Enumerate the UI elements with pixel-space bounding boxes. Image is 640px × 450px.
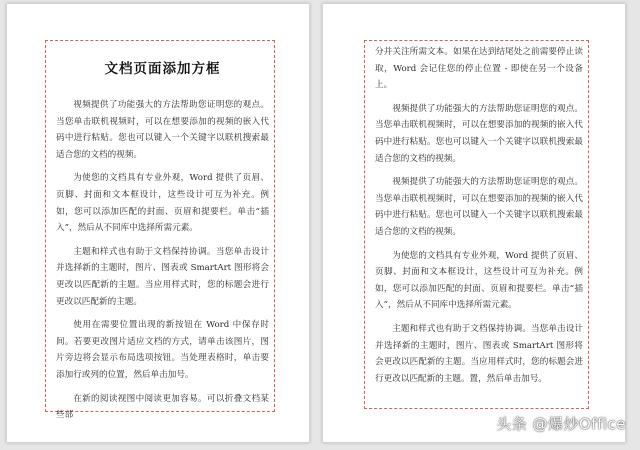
document-page-2 (322, 3, 626, 443)
page-content (365, 41, 588, 387)
document-page-1 (6, 3, 310, 443)
paragraph: 在新的阅读视图中阅读更加容易。可以折叠文档某些部 (56, 393, 269, 421)
paragraph: 使用在需要位置出现的新按钮在 Word 中保存时间。若要更改图片适应文档的方式，请单击该图片，图片旁边将会显示布局选项按钮。当处理表格时，单击要添加行或列的位置，然后单击加号。 (56, 320, 269, 380)
paragraph-continuation: 分并关注所需文本。如果在达到结尾处之前需要停止读取，Word 会记住您的停止位置 - 即使在另一个设备上。 (375, 47, 583, 91)
paragraph: 为使您的文档具有专业外观，Word 提供了页眉、页脚、封面和文本框设计，这些设计可互为补充。例如，您可以添加匹配的封面、页眉和提要栏。单击“插入”，然后从不同库中选择所需元素。 (375, 250, 583, 311)
paragraph: 视频提供了功能强大的方法帮助您证明您的观点。当您单击联机视频时，可以在想要添加的视频的嵌入代码中进行粘贴。您也可以键入一个关键字以联机搜索最适合您的文档的视频。 (56, 100, 269, 160)
page-border-box (364, 40, 589, 409)
document-title: 文档页面添加方框 (104, 61, 221, 77)
paragraph: 视频提供了功能强大的方法帮助您证明您的观点。当您单击联机视频时，可以在想要添加的视频的嵌入代码中进行粘贴。您也可以键入一个关键字以联机搜索最适合您的文档的视频。 (375, 103, 583, 164)
watermark: 头条 @爆炒Office (496, 415, 626, 433)
page-content (46, 41, 274, 424)
paragraph: 主题和样式也有助于文档保持协调。当您单击设计并选择新的主题时，图片、图表或 SmartArt 图形将会更改以匹配新的主题。当应用样式时，您的标题会进行更改以匹配新的主题。置，然后单击加号。 (375, 323, 583, 384)
paragraph: 视频提供了功能强大的方法帮助您证明您的观点。当您单击联机视频时，可以在想要添加的视频的嵌入代码中进行粘贴。您也可以键入一个关键字以联机搜索最适合您的文档的视频。 (375, 177, 583, 237)
paragraph: 为使您的文档具有专业外观，Word 提供了页眉、页脚、封面和文本框设计，这些设计可互为补充。例如，您可以添加匹配的封面、页眉和提要栏。单击“插入”，然后从不同库中选择所需元素。 (56, 173, 269, 234)
page-border-box (45, 40, 275, 421)
paragraph: 主题和样式也有助于文档保持协调。当您单击设计并选择新的主题时，图片、图表或 SmartArt 图形将会更改以匹配新的主题。当应用样式时，您的标题会进行更改以匹配新的主题。 (56, 246, 269, 307)
